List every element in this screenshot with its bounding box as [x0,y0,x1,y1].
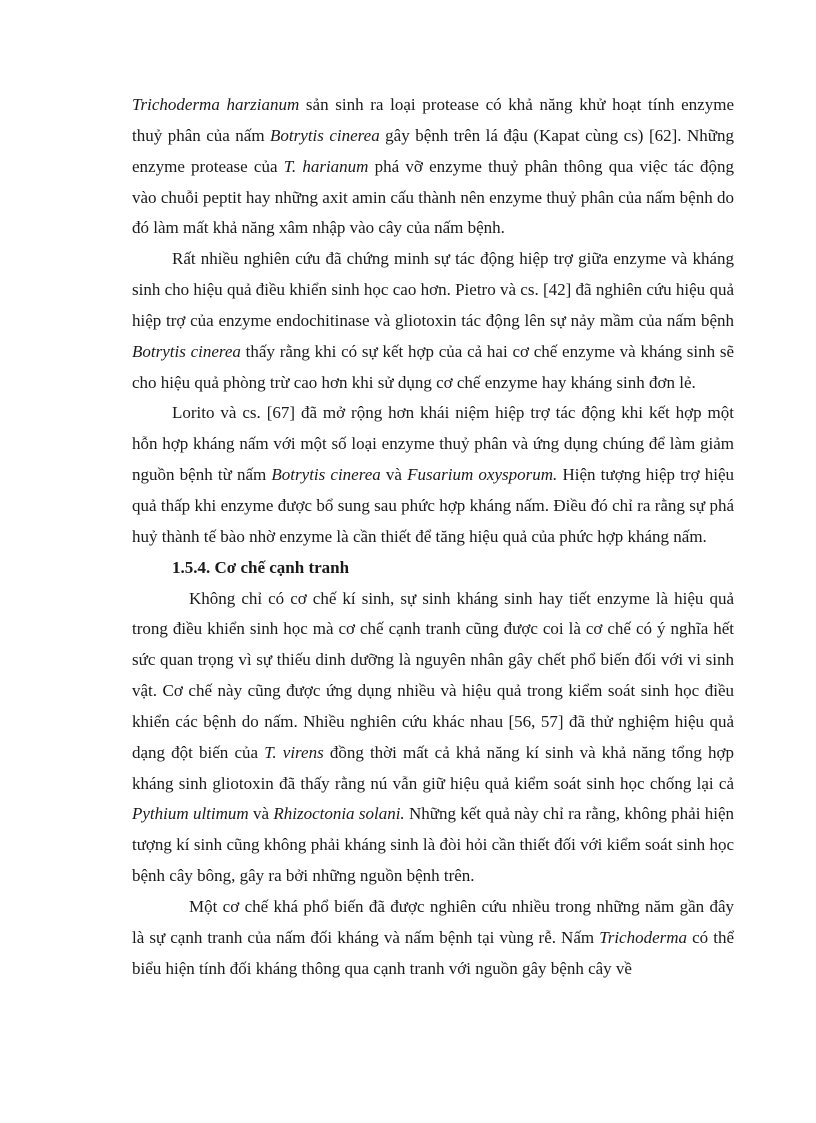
body-text: và [248,804,274,824]
species-name: Rhizoctonia solani. [273,804,405,824]
body-text: Rất nhiều nghiên cứu đã chứng minh sự tác động hiệp trợ giữa enzyme và kháng sinh cho hiệu quả điều khiển sinh học cao hơn. Pietro và cs. [42] đã nghiên cứu hiệu quả hiệp trợ của enzyme endochitinase và gliotoxin tác động lên sự nảy mầm của nấm bệnh [132,249,734,330]
document-page [132,90,734,984]
paragraph-1 [132,90,734,244]
body-text: sản sinh ra loại protease có khả năng khử hoạt tính enzyme thuỷ phân của nấm [132,95,734,145]
body-text: Lorito và cs. [67] đã mở rộng hơn khái niệm hiệp trợ tác động khi kết hợp một hỗn hợp kháng nấm với một số loại enzyme thuỷ phân và ứng dụng chúng để làm giảm nguồn bệnh từ nấm [132,403,734,485]
paragraph-4 [132,584,734,892]
body-text: thấy rằng khi có sự kết hợp của cả hai cơ chế enzyme và kháng sinh sẽ cho hiệu quả phòng trừ cao hơn khi sử dụng cơ chế enzyme hay kháng sinh đơn lẻ. [132,341,735,392]
species-name: Botrytis cinerea [132,341,241,361]
species-name: T. virens [264,742,324,762]
genus-name: Trichoderma [599,927,688,947]
body-text: Những kết quả này chỉ ra rằng, không phải hiện tượng kí sinh cũng không phải kháng sinh là đòi hỏi cần thiết đối với kiểm soát sinh học bệnh cây bông, gây ra bởi những nguồn bệnh trên. [132,804,734,886]
body-text: Một cơ chế khá phổ biến đã được nghiên cứu nhiều trong những năm gần đây là sự cạnh tranh của nấm đối kháng và nấm bệnh tại vùng rễ. Nấm [132,896,734,947]
species-name: Fusarium oxysporum. [407,465,558,485]
body-text: và [380,465,408,485]
species-name: Pythium ultimum [132,804,249,824]
section-heading: 1.5.4. Cơ chế cạnh tranh [172,557,350,577]
body-text: gây bệnh trên lá đậu (Kapat cùng cs) [62]. Những enzyme protease của [132,125,734,176]
body-text: Không chỉ có cơ chế kí sinh, sự sinh kháng sinh hay tiết enzyme là hiệu quả trong điều khiển sinh học mà cơ chế cạnh tranh cũng được coi là cơ chế có ý nghĩa hết sức quan trọng vì sự thiếu dinh dưỡng là nguyên nhân gây chết phổ biến đối với vi sinh vật. Cơ chế này cũng được ứng dụng nhiều và hiệu quả trong kiểm soát sinh học điều khiển các bệnh do nấm. Nhiều nghiên cứu khác nhau [56, 57] đã thử nghiệm hiệu quả dạng đột biến của [132,588,734,762]
body-text: có thể biểu hiện tính đối kháng thông qua cạnh tranh với nguồn gây bệnh cây về [132,927,734,978]
paragraph-5 [132,892,734,985]
species-name: T. harianum [283,156,369,176]
paragraph-2 [132,244,734,398]
species-name: Botrytis cinerea [271,465,381,485]
paragraph-3 [132,398,734,552]
body-text: Hiện tượng hiệp trợ hiệu quả thấp khi enzyme được bổ sung sau phức hợp kháng nấm. Điều đó chỉ ra rằng sự phá huỷ thành tế bào nhờ enzyme là cần thiết để tăng hiệu quả của phức hợp kháng nấm. [132,465,734,546]
body-text: phá vỡ enzyme thuỷ phân thông qua việc tác động vào chuỗi peptit hay những axit amin cấu thành nên enzyme thuỷ phân của nấm bệnh do đó làm mất khả năng xâm nhập vào cây của nấm bệnh. [132,156,734,238]
species-name: Botrytis cinerea [270,125,380,145]
body-text: đồng thời mất cả khả năng kí sinh và khả năng tổng hợp kháng sinh gliotoxin đã thấy rằng nú vẫn giữ hiệu quả kiểm soát sinh học chống lại cả [132,742,734,793]
species-name: Trichoderma harzianum [132,95,300,114]
